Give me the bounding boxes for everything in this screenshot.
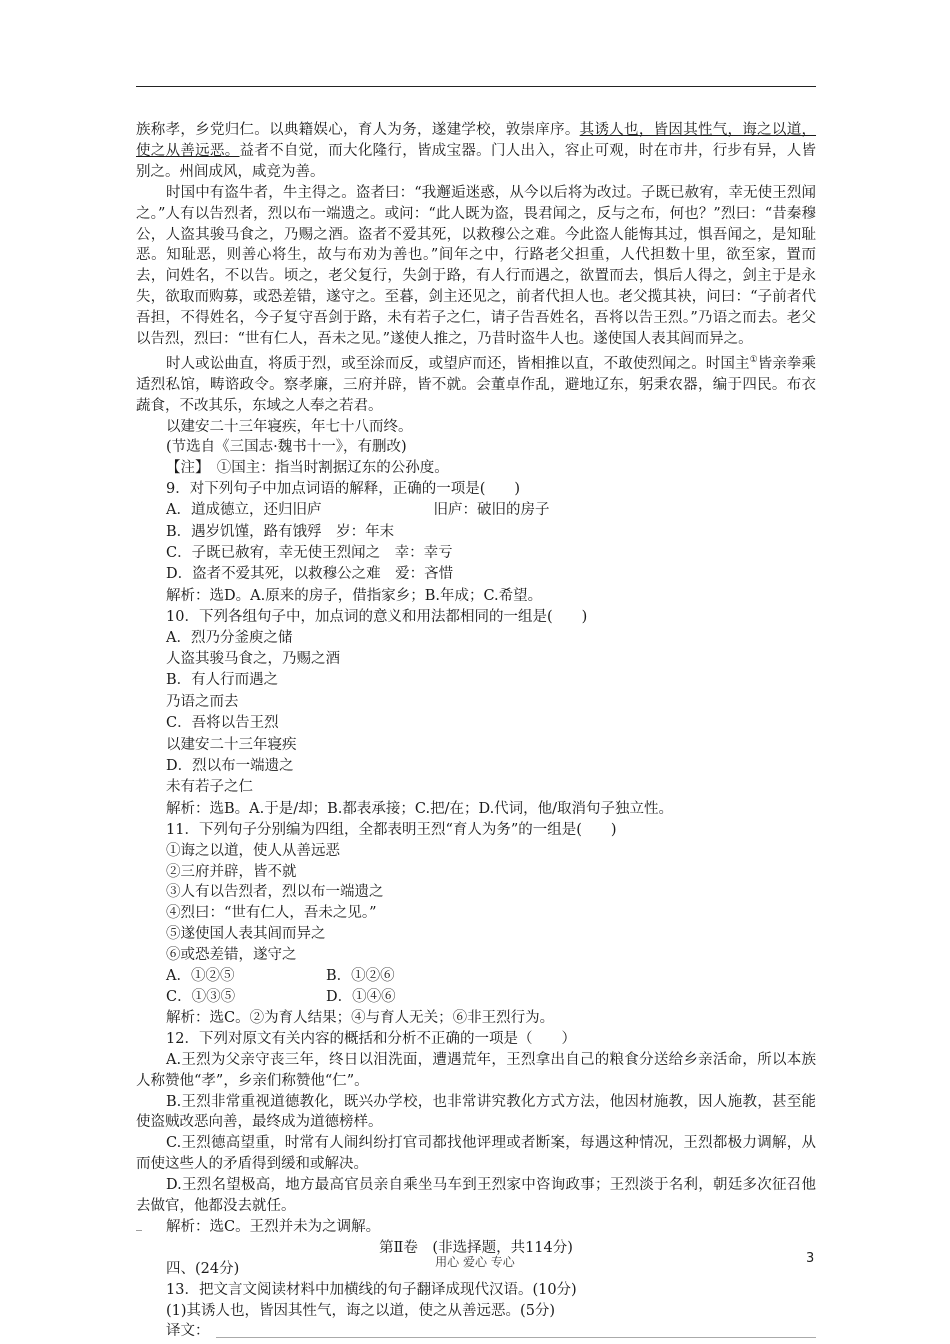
question-12-option-d: D.王烈名望极高，地方最高官员亲自乘坐马车到王烈家中咨询政事；王烈淡于名利，朝廷多次征召他去做官，他都没去就任。 [136,1177,816,1215]
option-c: C．①③⑤ [166,988,236,1005]
question-10-stem: 10．下列各组句子中，加点词的意义和用法都相同的一组是( ) [166,608,588,625]
question-10-answer: 解析：选B。A.于是/却；B.都表承接；C.把/在；D.代词，他/取消句子独立性。 [166,800,674,817]
question-10-option-c1: C．吾将以告王烈 [166,715,279,732]
question-11-options-row-2 [136,987,816,1008]
part-2-title: 第Ⅱ卷 (非选择题，共114分) [379,1239,573,1256]
option-text: A．道成德立，还归旧庐 [166,502,322,519]
question-11-options-row-1 [136,966,816,987]
underlined-sentence: 其诱人也，皆因其性气，诲之以道，使之从善远恶。 [136,122,817,159]
option-gloss: 旧庐：破旧的房子 [433,502,550,519]
question-11-item: ④烈曰：“世有仁人，吾未之见。” [166,905,377,922]
section-heading: 四、(24分) [166,1260,240,1277]
question-10-option-b1: B．有人行而遇之 [166,672,279,689]
passage-text: 时人或讼曲直，将质于烈，或至涂而反，或望庐而还，皆相推以直，不敢使烈闻之。时国主 [166,355,750,372]
passage-paragraph-1 [136,120,816,183]
question-11-item: ⑥或恐差错，遂守之 [166,947,297,964]
question-10-option-d2: 未有若子之仁 [166,779,253,796]
question-9-option-c: C．子既已赦宥，幸无使王烈闻之 幸：幸亏 [166,544,453,561]
question-10-option-d1: D．烈以布一端遗之 [166,758,294,775]
question-9-option-a [136,500,816,521]
question-10-option-c2: 以建安二十三年寝疾 [166,736,297,753]
question-11-item: ③人有以告烈者，烈以布一端遗之 [166,884,384,901]
header-rule [136,86,816,87]
translation-answer-line[interactable] [216,1337,817,1338]
translation-label: 译文： [166,1323,210,1340]
question-10-option-b2: 乃语之而去 [166,693,239,710]
question-11-item: ②三府并辟，皆不就 [166,863,297,880]
document-page [136,120,816,1342]
passage-paragraph-2: 时国中有盗牛者，牛主得之。盗者曰：“我邂逅迷惑，从今以后将为改过。子既已赦宥，幸无使王烈闻之。”人有以告烈者，烈以布一端遗之。或问：“此人既为盗，畏君闻之，反与之布，何也？”烈曰：“昔秦穆公，人盗其骏马食之，乃赐之酒。盗者不爱其死，以救穆公之难。今此盗人能悔其过，惧吾闻之，是知耻恶。知耻恶，则善心将生，故与布劝为善也。”间年之中，行路老父担重，人代担数十里，欲至家，置而去，问姓名，不以告。顷之，老父复行，失剑于路，有人行而遇之，欲置而去，惧后人得之，剑主于是永失，欲取而购募，或恐差错，遂守之。至暮，剑主还见之，前者代担人也。老父揽其袂，问曰：“子前者代吾担，不得姓名，今子复守吾剑于路，未有若子之仁，请子告吾姓名，吾将以告王烈。”乃语之而去。老父以告烈，烈曰：“世有仁人，吾未之见。”遂使人推之，乃昔时盗牛人也。遂使国人表其闾而异之。 [136,184,816,348]
question-11-item: ①诲之以道，使人从善远恶 [166,842,340,859]
translation-row [136,1321,816,1342]
footer-slogan: 用心 爱心 专心 [435,1255,515,1269]
question-10-option-a1: A．烈乃分釜庾之储 [166,629,293,646]
footnote-mark: ① [749,354,758,365]
question-13-part-1: (1)其诱人也，皆因其性气，诲之以道，使之从善远恶。(5分) [166,1302,556,1319]
passage-paragraph-3 [136,350,816,417]
question-11-item: ⑤遂使国人表其闾而异之 [166,926,326,943]
question-12-option-a: A.王烈为父亲守丧三年，终日以泪洗面，遭遇荒年，王烈拿出自己的粮食分送给乡亲活命，所以本族人称赞他“孝”，乡亲们称赞他“仁”。 [136,1051,816,1089]
option-a: A．①②⑤ [166,968,235,985]
passage-source: (节选自《三国志·魏书十一》，有删改) [166,439,407,456]
passage-text: 族称孝，乡党归仁。以典籍娱心，育人为务，遂建学校，敦崇庠序。 [136,122,580,138]
question-9-answer: 解析：选D。A.原来的房子，借指家乡；B.年成；C.希望。 [166,587,543,604]
option-b: B．①②⑥ [326,968,395,985]
question-11-answer: 解析：选C。②为育人结果；④与育人无关；⑥非王烈行为。 [166,1009,555,1026]
question-11-stem: 11．下列句子分别编为四组，全都表明王烈“育人为务”的一组是( ) [166,821,617,838]
passage-text: 皆亲拳乘适烈私馆，畴谘政令。察孝廉，三府并辟，皆不就。会董卓作乱，避地辽东，躬秉农器，编于四民。布衣蔬食，不改其乐，东域之人奉之若君。 [136,355,817,414]
question-9-option-b: B．遇岁饥馑，路有饿殍 岁：年末 [166,523,395,540]
page-number: 3 [806,1251,815,1266]
question-10-option-a2: 人盗其骏马食之，乃赐之酒 [166,650,340,667]
question-9-option-d: D．盗者不爱其死，以救穆公之难 爱：吝惜 [166,566,454,583]
question-12-option-b: B.王烈非常重视道德教化，既兴办学校，也非常讲究教化方式方法，他因材施教，因人施教，甚至能使盗贼改恶向善，最终成为道德榜样。 [136,1093,816,1131]
question-12-option-c: C.王烈德高望重，时常有人闹纠纷打官司都找他评理或者断案，每遇这种情况，王烈都极力调解，从而使这些人的矛盾得到缓和或解决。 [136,1135,816,1173]
question-12-stem: 12．下列对原文有关内容的概括和分析不正确的一项是（ ） [166,1030,576,1047]
question-9-stem: 9．对下列句子中加点词语的解释，正确的一项是( ) [166,481,521,498]
footer-dash: _ [136,1217,142,1231]
passage-paragraph-4: 以建安二十三年寝疾，年七十八而终。 [166,418,413,435]
question-12-answer: 解析：选C。王烈并未为之调解。 [166,1218,381,1235]
passage-text: 益者不自觉，而大化隆行，皆成宝器。门人出入，容止可观，时在市井，行步有异，人皆别之。州闾成风，咸竞为善。 [136,142,817,180]
option-d: D．①④⑥ [326,988,396,1005]
question-13-stem: 13．把文言文阅读材料中加横线的句子翻译成现代汉语。(10分) [166,1281,577,1298]
passage-note: 【注】 ①国主：指当时割据辽东的公孙度。 [166,460,449,477]
